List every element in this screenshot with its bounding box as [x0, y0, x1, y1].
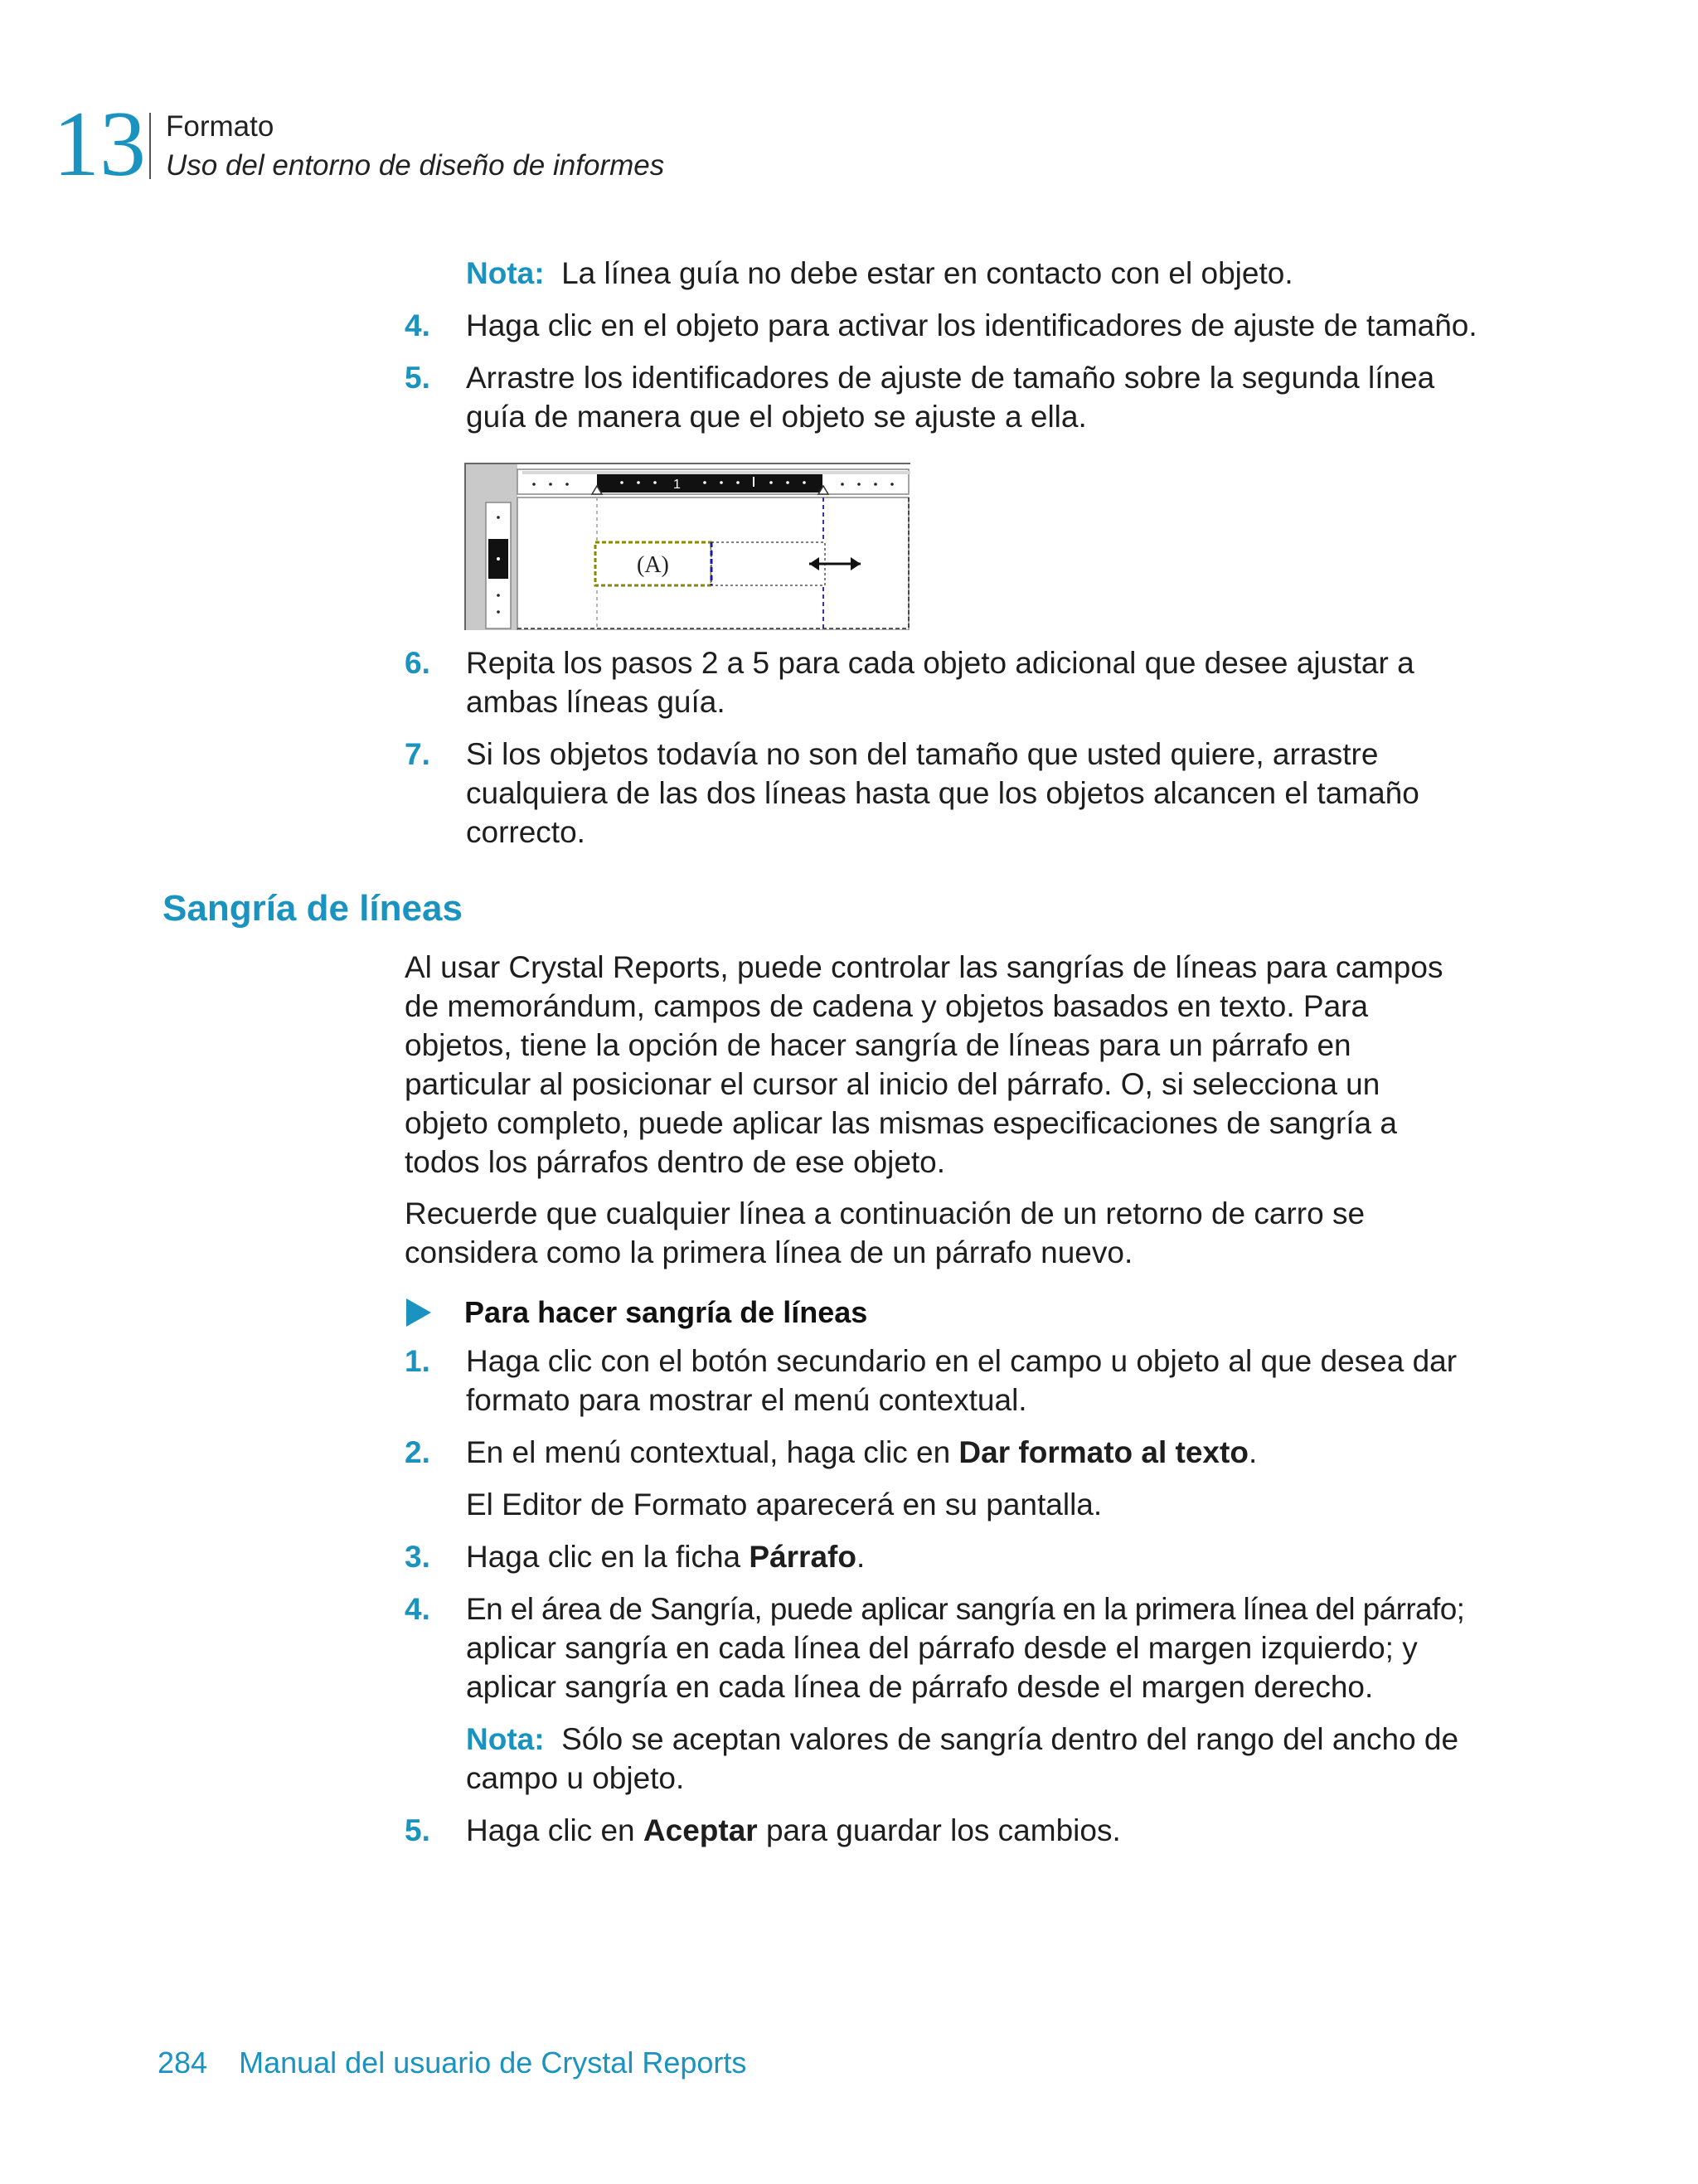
chapter-title: Formato [166, 110, 274, 143]
paragraph-line: particular al posicionar el cursor al inicio del párrafo. O, si selecciona un [405, 1067, 1380, 1101]
step-text-part: Haga clic en [466, 1813, 643, 1847]
page-footer [158, 2046, 746, 2080]
step-text-part: Haga clic en la ficha [466, 1540, 750, 1574]
step-number: 5. [405, 361, 430, 395]
step-text: correcto. [466, 815, 585, 849]
note-label: Nota: [466, 1722, 545, 1756]
step-text: aplicar sangría en cada línea del párrafo desde el margen izquierdo; y [466, 1631, 1418, 1665]
step-number: 1. [405, 1344, 430, 1378]
step-text: ambas líneas guía. [466, 685, 725, 719]
note-label: Nota: [466, 256, 545, 290]
paragraph-line: todos los párrafos dentro de ese objeto. [405, 1145, 946, 1179]
step-text: Repita los pasos 2 a 5 para cada objeto adicional que desee ajustar a [466, 646, 1414, 680]
step-text: cualquiera de las dos líneas hasta que los objetos alcancen el tamaño [466, 776, 1419, 810]
step-text [466, 1537, 865, 1576]
step-text: formato para mostrar el menú contextual. [466, 1383, 1027, 1417]
step-number: 3. [405, 1540, 430, 1574]
chapter-subtitle: Uso del entorno de diseño de informes [166, 149, 665, 182]
step-text [466, 1811, 1121, 1850]
step-text [466, 1433, 1257, 1472]
chapter-number: 13 [53, 93, 146, 196]
body-paragraph [405, 1194, 1365, 1272]
step-text-part: En el menú contextual, haga clic en [466, 1435, 959, 1469]
step-number: 4. [405, 308, 430, 342]
guideline-resize-figure [464, 463, 910, 630]
step-text: Haga clic con el botón secundario en el campo u objeto al que desea dar [466, 1344, 1458, 1378]
step-text-part: para guardar los cambios. [757, 1813, 1121, 1847]
step-number: 7. [405, 737, 430, 771]
step-number: 5. [405, 1813, 430, 1847]
note-text: campo u objeto. [466, 1761, 685, 1795]
step-text: aplicar sangría en cada línea de párrafo desde el margen derecho. [466, 1670, 1374, 1704]
procedure-heading: Para hacer sangría de líneas [464, 1295, 868, 1329]
step-number: 6. [405, 646, 430, 680]
section-heading: Sangría de líneas [163, 888, 463, 929]
note-text: La línea guía no debe estar en contacto con el objeto. [561, 256, 1293, 290]
step-number: 2. [405, 1435, 430, 1469]
paragraph-line: considera como la primera línea de un párrafo nuevo. [405, 1235, 1133, 1269]
ui-term: Aceptar [643, 1813, 758, 1847]
step-number: 4. [405, 1592, 430, 1626]
step-text-part: . [856, 1540, 866, 1574]
paragraph-line: de memorándum, campos de cadena y objetos basados en texto. Para [405, 989, 1369, 1023]
ruler-mark: 1 [673, 478, 681, 492]
book-title: Manual del usuario de Crystal Reports [239, 2046, 747, 2080]
paragraph-line: objetos, tiene la opción de hacer sangría de líneas para un párrafo en [405, 1028, 1351, 1062]
step-text: guía de manera que el objeto se ajuste a ella. [466, 400, 1087, 434]
ui-term: Párrafo [749, 1540, 856, 1574]
chapter-divider [149, 113, 151, 179]
paragraph-line: Al usar Crystal Reports, puede controlar las sangrías de líneas para campos [405, 950, 1443, 984]
step-text-part: . [1248, 1435, 1258, 1469]
step-text: Arrastre los identificadores de ajuste de tamaño sobre la segunda línea [466, 361, 1435, 395]
note-range [466, 1720, 1458, 1759]
step-text: En el área de Sangría, puede aplicar sangría en la primera línea del párrafo; [466, 1592, 1465, 1626]
paragraph-line: objeto completo, puede aplicar las mismas especificaciones de sangría a [405, 1106, 1397, 1140]
note-text: Sólo se aceptan valores de sangría dentro del rango del ancho de [561, 1722, 1459, 1756]
body-paragraph [405, 948, 1443, 1182]
procedure-arrow-icon [406, 1298, 431, 1327]
step-text: Haga clic en el objeto para activar los identificadores de ajuste de tamaño. [466, 308, 1477, 342]
object-label: (A) [637, 552, 669, 578]
page-number: 284 [158, 2046, 208, 2080]
paragraph-line: Recuerde que cualquier línea a continuación de un retorno de carro se [405, 1196, 1366, 1230]
ui-term: Dar formato al texto [958, 1435, 1249, 1469]
step-result: El Editor de Formato aparecerá en su pantalla. [466, 1488, 1103, 1522]
step-text: Si los objetos todavía no son del tamaño que usted quiere, arrastre [466, 737, 1379, 771]
note-guide-line [466, 254, 1293, 293]
